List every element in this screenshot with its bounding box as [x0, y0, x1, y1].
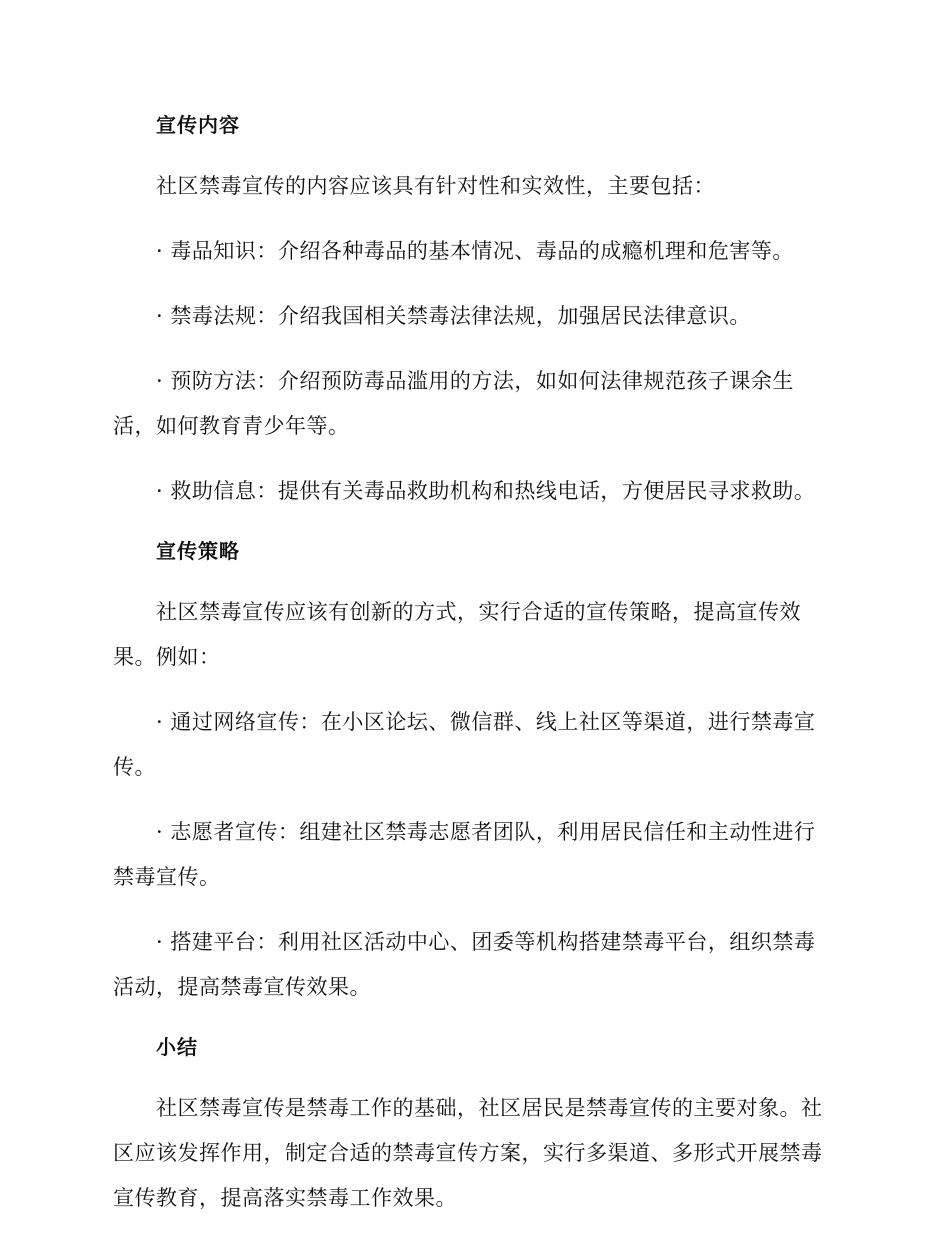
section-heading: 小结 [156, 1035, 198, 1059]
bullet-item: · 搭建平台：利用社区活动中心、团委等机构搭建禁毒平台，组织禁毒活动，提高禁毒宣传效果。 [113, 930, 816, 999]
bullet-item: · 通过网络宣传：在小区论坛、微信群、线上社区等渠道，进行禁毒宣传。 [113, 710, 816, 779]
paragraph: 社区禁毒宣传应该有创新的方式，实行合适的宣传策略，提高宣传效果。例如： [113, 600, 801, 669]
paragraph: 社区禁毒宣传是禁毒工作的基础，社区居民是禁毒宣传的主要对象。社区应该发挥作用，制定合适的禁毒宣传方案，实行多渠道、多形式开展禁毒宣传教育，提高落实禁毒工作效果。 [113, 1096, 823, 1210]
bullet-item: · 救助信息：提供有关毒品救助机构和热线电话，方便居民寻求救助。 [156, 479, 816, 503]
bullet-item: · 志愿者宣传：组建社区禁毒志愿者团队，利用居民信任和主动性进行禁毒宣传。 [113, 820, 816, 889]
bullet-item: · 禁毒法规：介绍我国相关禁毒法律法规，加强居民法律意识。 [156, 304, 751, 328]
paragraph: 社区禁毒宣传的内容应该具有针对性和实效性，主要包括： [156, 174, 715, 198]
section-heading: 宣传策略 [156, 539, 240, 563]
bullet-item: · 毒品知识：介绍各种毒品的基本情况、毒品的成瘾机理和危害等。 [156, 239, 794, 263]
section-heading: 宣传内容 [156, 113, 240, 137]
bullet-item: · 预防方法：介绍预防毒品滥用的方法，如如何法律规范孩子课余生活，如何教育青少年等。 [113, 369, 794, 438]
document-page [113, 108, 833, 1241]
